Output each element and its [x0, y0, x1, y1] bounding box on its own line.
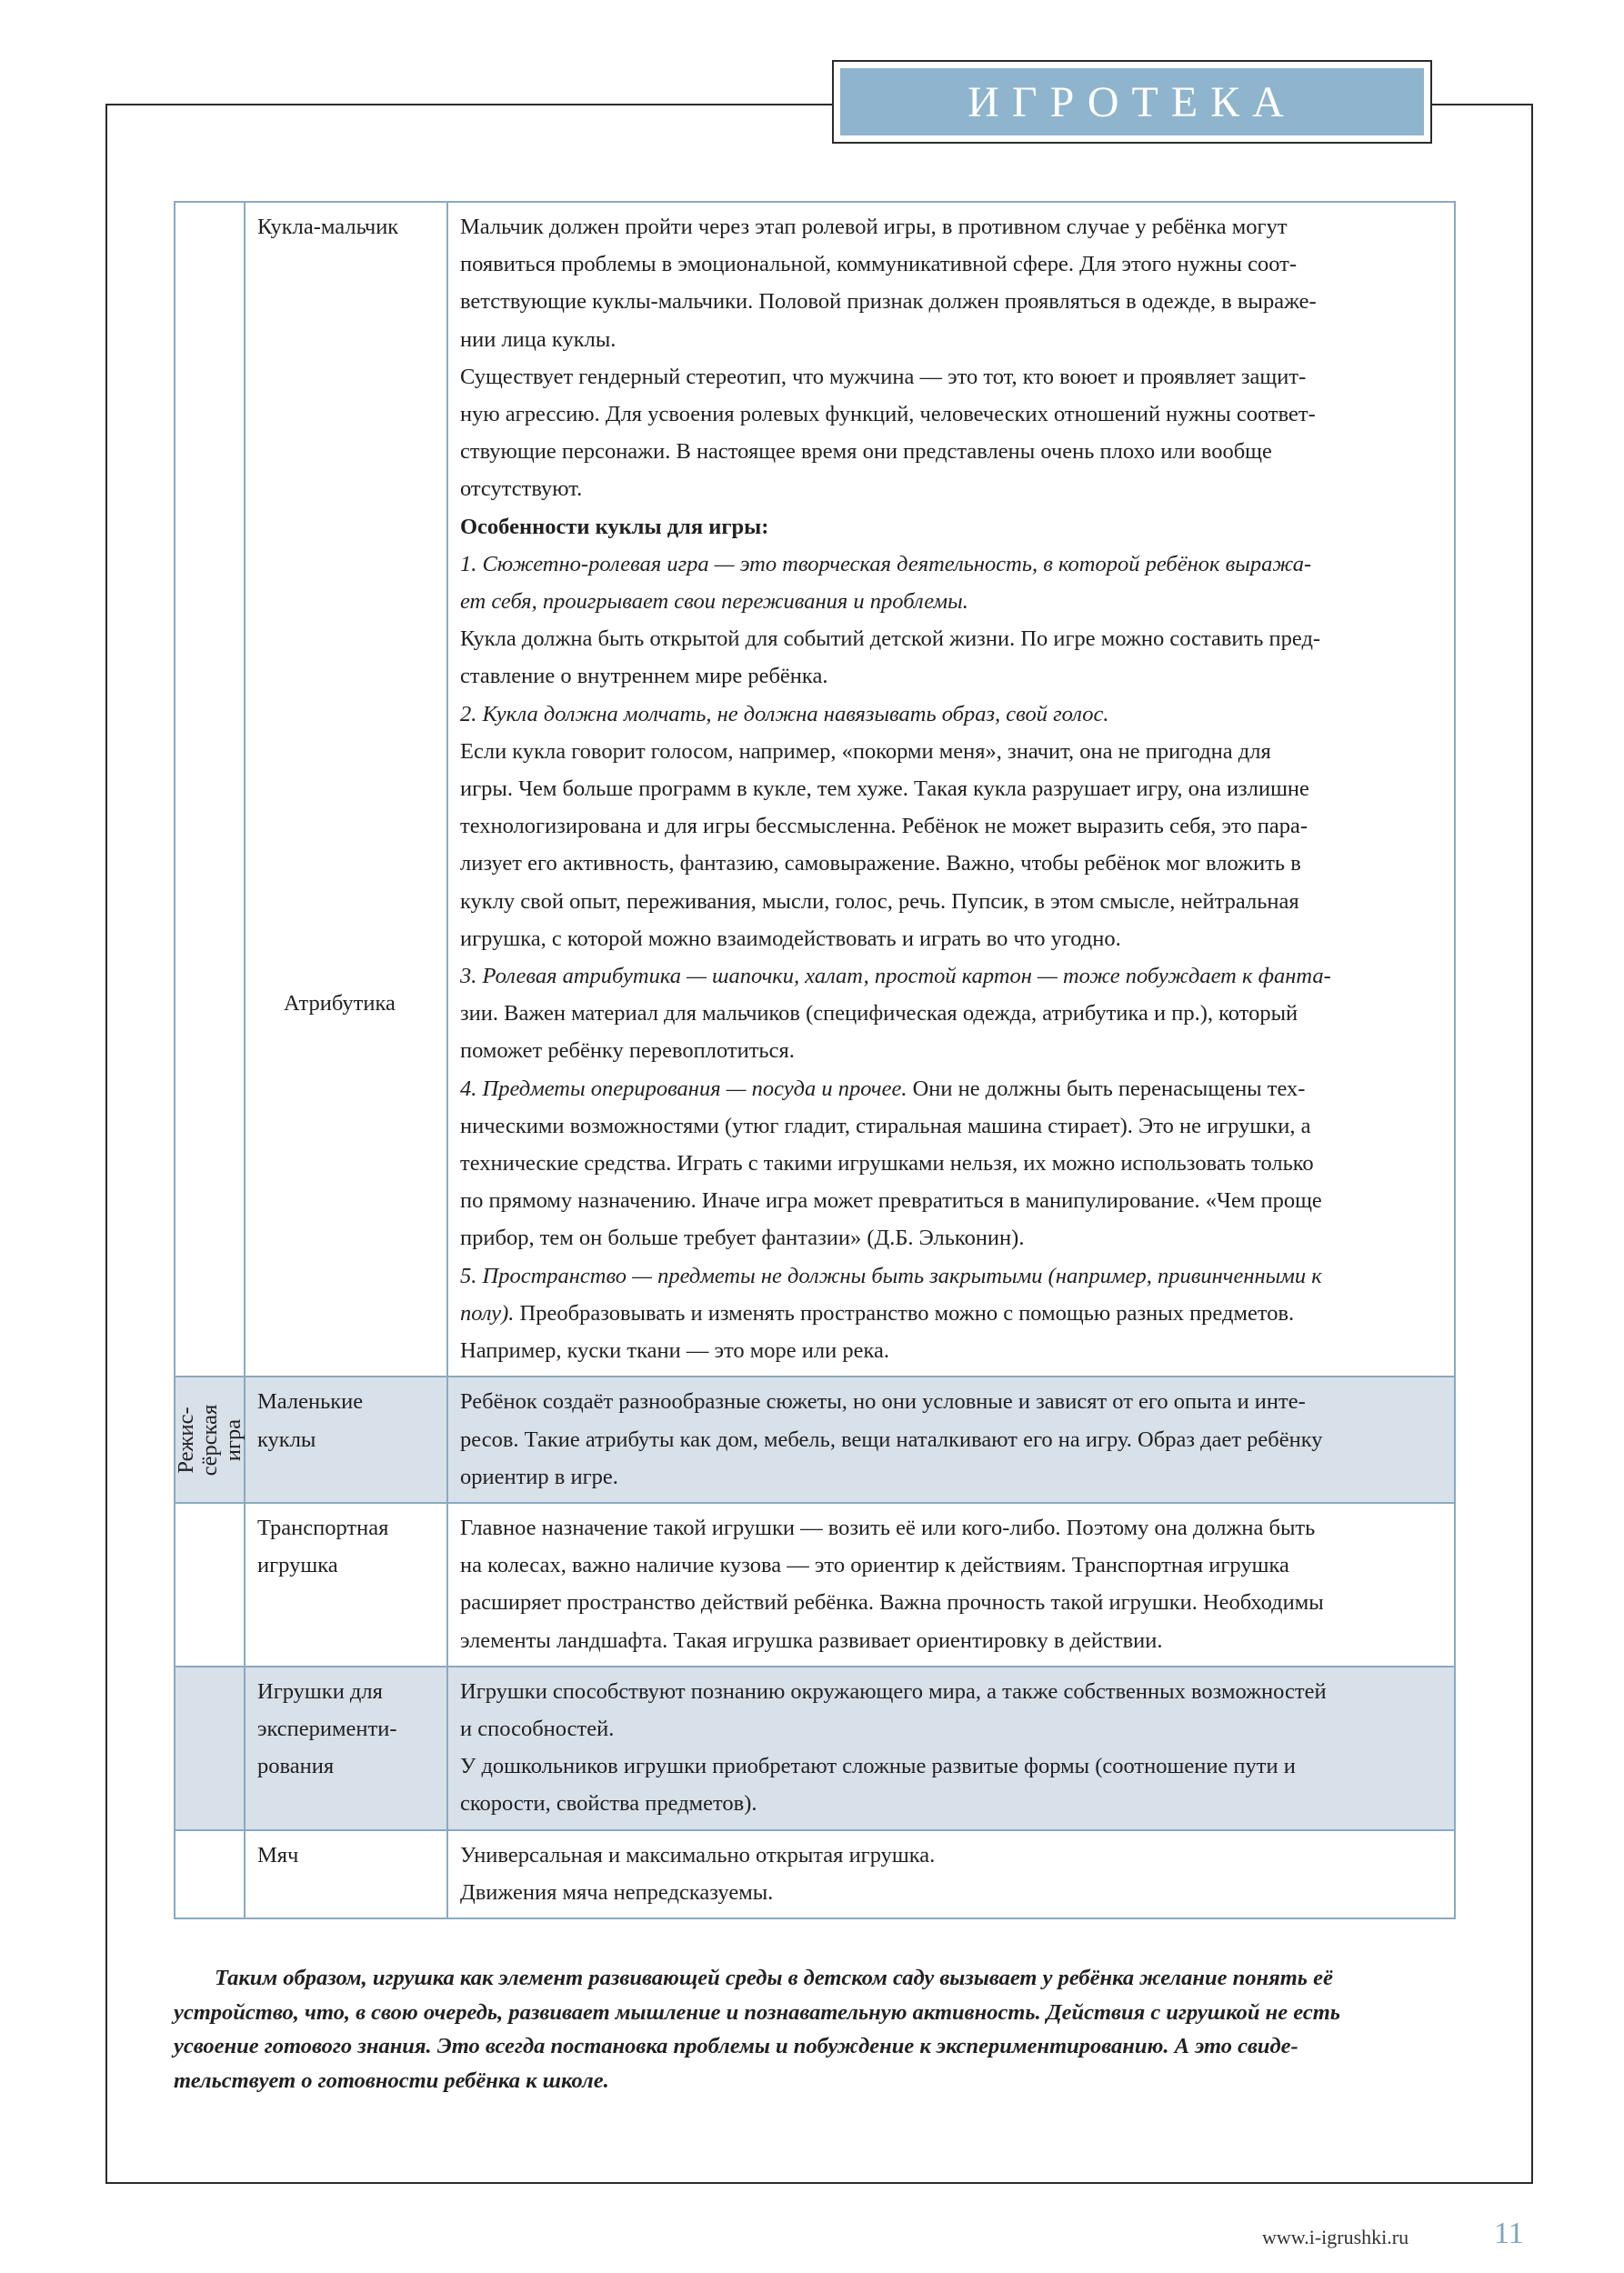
- toys-table: [174, 201, 1456, 1919]
- text-line: ветствующие куклы-мальчики. Половой признак должен проявляться в одежде, в выраже-: [460, 289, 1317, 315]
- text-line: ническими возможностями (утюг гладит, стиральная машина стирает). Это не игрушки, а: [460, 1113, 1311, 1138]
- text-line: 2. Кукла должна молчать, не должна навязывать образ, свой голос.: [460, 701, 1109, 726]
- toy-name-cell: Мяч: [245, 1830, 447, 1918]
- summary-paragraph: Таким образом, игрушка как элемент развивающей среды в детском саду вызывает у ребёнка желание понять её устройство, что, в свою очередь, развивает мышление и познавательную активность. Действия с игрушкой не есть усвоение готового знания. Это всегда постановка проблемы и побуждение к экспериментированию. А это свиде- тельствует о готовности ребёнка к школе.: [174, 1966, 1340, 2093]
- text-line: ствующие персонажи. В настоящее время они представлены очень плохо или вообще: [460, 439, 1272, 465]
- table-row: [175, 1377, 1455, 1503]
- attributes-label: Атрибутика: [284, 991, 396, 1016]
- text-line: появиться проблемы в эмоциональной, коммуникативной сфере. Для этого нужны соот-: [460, 252, 1298, 277]
- text-line: ет себя, проигрывает свои переживания и проблемы.: [460, 589, 968, 615]
- text-line: 5. Пространство — предметы не должны быть закрытыми (например, привинченными к: [460, 1263, 1322, 1288]
- text-line: отсутствуют.: [460, 476, 583, 502]
- text-line: куклу свой опыт, переживания, мысли, голос, речь. Пупсик, в этом смысле, нейтральная: [460, 888, 1299, 914]
- text-line: Мальчик должен пройти через этап ролевой игры, в противном случае у ребёнка могут: [460, 215, 1288, 239]
- table-row: [175, 1503, 1455, 1667]
- table-row: [175, 1830, 1455, 1918]
- toy-name-cell: Транспортная игрушка: [245, 1503, 447, 1667]
- table-row: [175, 1667, 1455, 1830]
- toy-name-cell: Маленькие куклы: [245, 1377, 447, 1503]
- description-cell: Главное назначение такой игрушки — возить её или кого-либо. Поэтому она должна быть на колесах, важно наличие кузова — это ориентир к действиям. Транспортная игрушка расширяет пространство действий ребёнка. Важна прочность такой игрушки. Необходимы элементы ландшафта. Такая игрушка развивает ориентировку в действии.: [447, 1503, 1455, 1667]
- toy-name-cell: Игрушки для эксперименти- рования: [245, 1667, 447, 1830]
- toy-name: Кукла-мальчик: [257, 215, 399, 239]
- section-title: ИГРОТЕКА: [840, 68, 1424, 135]
- text-line: по прямому назначению. Иначе игра может превратиться в манипулирование. «Чем проще: [460, 1188, 1322, 1214]
- page-number: 11: [1494, 2217, 1524, 2250]
- description-cell: Универсальная и максимально открытая игрушка. Движения мяча непредсказуемы.: [447, 1830, 1455, 1918]
- description-cell: Ребёнок создаёт разнообразные сюжеты, но они условные и зависят от его опыта и инте- ресов. Такие атрибуты как дом, мебель, вещи наталкивают его на игру. Образ дает ребёнку ориентир в игре.: [447, 1377, 1455, 1503]
- text-line: поможет ребёнку перевоплотиться.: [460, 1038, 795, 1064]
- text-line: 3. Ролевая атрибутика — шапочки, халат, простой картон — тоже побуждает к фанта-: [460, 964, 1331, 989]
- text-line: игрушка, с которой можно взаимодействовать и играть во что угодно.: [460, 926, 1121, 951]
- text-line: Особенности куклы для игры:: [460, 514, 769, 539]
- text-line: нии лица куклы.: [460, 326, 617, 352]
- text-line: Существует гендерный стереотип, что мужчина — это тот, кто воюет и проявляет защит-: [460, 364, 1307, 389]
- text-line: технологизирована и для игры бессмысленна. Ребёнок не может выразить себя, это пара-: [460, 814, 1308, 839]
- text-line: технические средства. Играть с такими игрушками нельзя, их можно использовать только: [460, 1151, 1314, 1177]
- description-cell: Игрушки способствуют познанию окружающего мира, а также собственных возможностей и способностей. У дошкольников игрушки приобретают сложные развитые формы (соотношение пути и скорости, свойства предметов).: [447, 1667, 1455, 1830]
- category-cell: [175, 1377, 245, 1503]
- text-line: 1. Сюжетно-ролевая игра — это творческая деятельность, в которой ребёнок выража-: [460, 551, 1312, 576]
- website-url: www.i-igrushki.ru: [1262, 2226, 1409, 2248]
- category-label: Режис- сёрская игра: [173, 1404, 246, 1476]
- text-line: лизует его активность, фантазию, самовыражение. Важно, чтобы ребёнок мог вложить в: [460, 851, 1301, 876]
- text-line: Кукла должна быть открытой для событий детской жизни. По игре можно составить пред-: [460, 626, 1321, 652]
- text-line: 4. Предметы оперирования — посуда и прочее. Они не должны быть перенасыщены тех-: [460, 1076, 1306, 1101]
- section-header: [832, 60, 1432, 144]
- description-cell: [447, 202, 1455, 1377]
- category-cell: [175, 1667, 245, 1830]
- text-line: игры. Чем больше программ в кукле, тем хуже. Такая кукла разрушает игру, она излишне: [460, 776, 1309, 802]
- table-row: [175, 202, 1455, 1377]
- text-line: ставление о внутреннем мире ребёнка.: [460, 664, 828, 689]
- category-cell: [175, 1830, 245, 1918]
- text-line: ную агрессию. Для усвоения ролевых функций, человеческих отношений нужны соответ-: [460, 402, 1316, 427]
- category-cell: [175, 1503, 245, 1667]
- text-line: Например, куски ткани — это море или река.: [460, 1338, 890, 1364]
- text-line: полу). Преобразовывать и изменять пространство можно с помощью разных предметов.: [460, 1300, 1295, 1326]
- text-line: прибор, тем он больше требует фантазии» (Д.Б. Эльконин).: [460, 1226, 1025, 1251]
- text-line: Если кукла говорит голосом, например, «покорми меня», значит, она не пригодна для: [460, 738, 1271, 764]
- category-cell: [175, 202, 245, 1377]
- toy-name-cell: [245, 202, 447, 1377]
- text-line: зии. Важен материал для мальчиков (специфическая одежда, атрибутика и пр.), который: [460, 1001, 1298, 1026]
